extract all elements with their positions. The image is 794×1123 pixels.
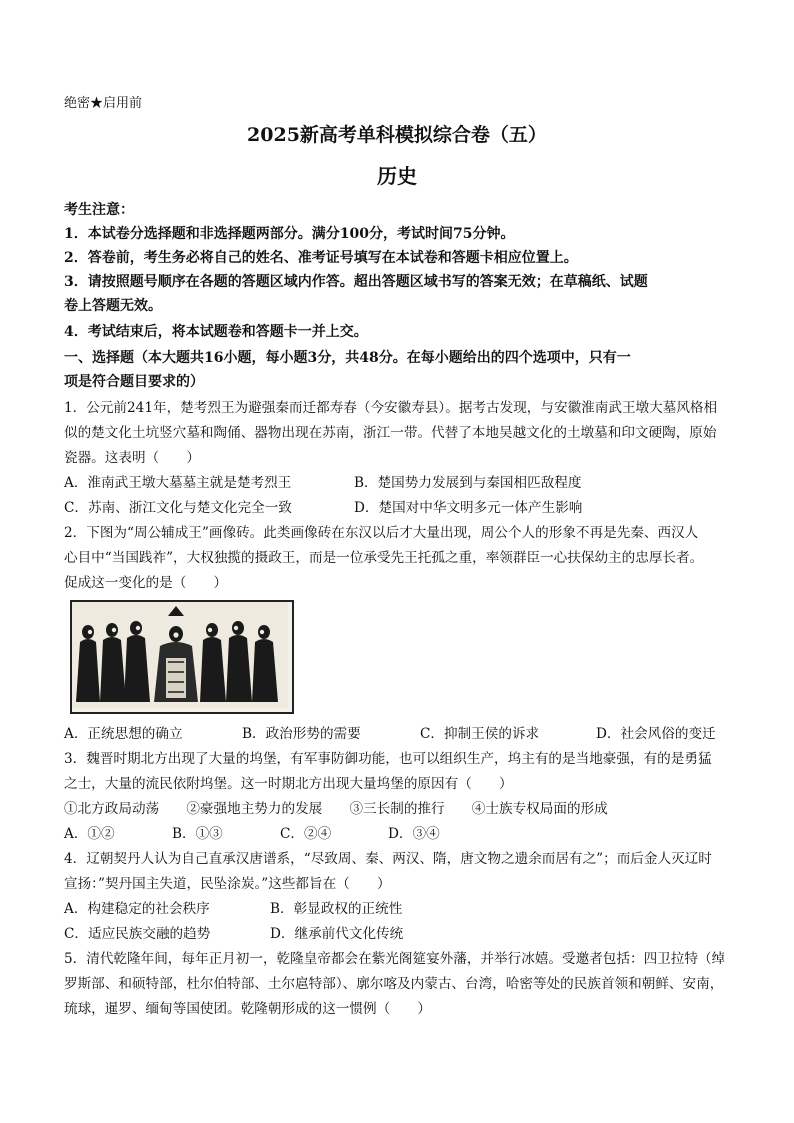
q2-stem-line-2: 心目中“当国践祚”，大权独揽的摄政王，而是一位承受先王托孤之重，率领群臣一心扶保幼主的忠厚长者。 (64, 550, 704, 566)
notice-heading: 考生注意： (64, 202, 134, 218)
q3-option-d: D．③④ (388, 826, 440, 842)
q2-option-b: B．政治形势的需要 (242, 726, 361, 742)
q2-option-a: A．正统思想的确立 (64, 726, 183, 742)
notice-item-3: 3．请按照题号顺序在各题的答题区域内作答。超出答题区域书写的答案无效；在草稿纸、试题 (64, 274, 648, 290)
q2-option-c: C．抑制王侯的诉求 (420, 726, 540, 742)
q3-option-c: C．②④ (280, 826, 332, 842)
q4-option-c: C．适应民族交融的趋势 (64, 926, 211, 942)
q1-stem-line-3: 瓷器。这表明（ ） (64, 450, 200, 466)
q2-stem-line-1: 2．下图为“周公辅成王”画像砖。此类画像砖在东汉以后才大量出现，周公个人的形象不再是先秦、西汉人 (64, 525, 699, 541)
q4-option-a: A．构建稳定的社会秩序 (64, 901, 210, 917)
q2-stem-line-3: 促成这一变化的是（ ） (64, 575, 228, 591)
q1-option-b: B．楚国势力发展到与秦国相匹敌程度 (354, 475, 582, 491)
q3-option-b: B．①③ (172, 826, 223, 842)
q1-stem-line-1: 1．公元前241年，楚考烈王为避强秦而迁都寿春（今安徽寿县）。据考古发现，与安徽淮南武王墩大墓风格相 (64, 400, 718, 416)
notice-item-1: 1．本试卷分选择题和非选择题两部分。满分100分，考试时间75分钟。 (64, 226, 515, 242)
notice-item-4: 4．考试结束后，将本试题卷和答题卡一并上交。 (64, 324, 368, 340)
q3-stem-line-1: 3．魏晋时期北方出现了大量的坞堡，有军事防御功能，也可以组织生产，坞主有的是当地豪强，有的是勇猛 (64, 751, 712, 767)
q3-option-a: A．①② (64, 826, 115, 842)
section-heading: 一、选择题（本大题共16小题，每小题3分，共48分。在每小题给出的四个选项中，只有一 (64, 350, 631, 366)
confidential-label: 绝密★启用前 (64, 96, 143, 111)
subject-title: 历史 (377, 164, 417, 188)
brick-relief-image (70, 600, 294, 714)
q2-option-d: D．社会风俗的变迁 (596, 726, 716, 742)
q4-stem-line-2: 宣扬：”契丹国主失道，民坠涂炭。”这些都旨在（ ） (64, 876, 391, 892)
notice-item-3-cont: 卷上答题无效。 (64, 298, 162, 314)
figures-illustration (72, 602, 288, 708)
q4-option-d: D．继承前代文化传统 (270, 926, 404, 942)
q4-stem-line-1: 4．辽朝契丹人认为自己直承汉唐谱系，“尽致周、秦、两汉、隋，唐文物之遗余而居有之”；而后金人灭辽时 (64, 851, 712, 867)
section-heading-cont: 项是符合题目要求的） (64, 374, 204, 390)
q1-option-d: D．楚国对中华文明多元一体产生影响 (354, 500, 583, 516)
q1-stem-line-2: 似的楚文化土坑竖穴墓和陶俑、器物出现在苏南，浙江一带。代替了本地吴越文化的土墩墓和印文硬陶，原始 (64, 425, 717, 441)
exam-title: 2025新高考单科模拟综合卷（五） (247, 124, 547, 146)
q1-option-a: A．淮南武王墩大墓墓主就是楚考烈王 (64, 475, 292, 491)
notice-item-2: 2．答卷前，考生务必将自己的姓名、准考证号填写在本试卷和答题卡相应位置上。 (64, 250, 578, 266)
q5-stem-line-3: 琉球，暹罗、缅甸等国使团。乾隆朝形成的这一惯例（ ） (64, 1001, 432, 1017)
q5-stem-line-1: 5．清代乾隆年间，每年正月初一，乾隆皇帝都会在紫光阁筵宴外藩，并举行冰嬉。受邀者包括：四卫拉特（绰 (64, 951, 726, 967)
q4-option-b: B．彰显政权的正统性 (270, 901, 403, 917)
q3-stem-line-2: 之士，大量的流民依附坞堡。这一时期北方出现大量坞堡的原因有（ ） (64, 776, 513, 792)
q3-choices: ①北方政局动荡 ②豪强地主势力的发展 ③三长制的推行 ④士族专权局面的形成 (64, 801, 608, 817)
q1-option-c: C．苏南、浙江文化与楚文化完全一致 (64, 500, 292, 516)
q5-stem-line-2: 罗斯部、和硕特部，杜尔伯特部、土尔扈特部）、廓尔喀及内蒙古、台湾，哈密等处的民族首领和朝鲜、安南， (64, 976, 724, 992)
